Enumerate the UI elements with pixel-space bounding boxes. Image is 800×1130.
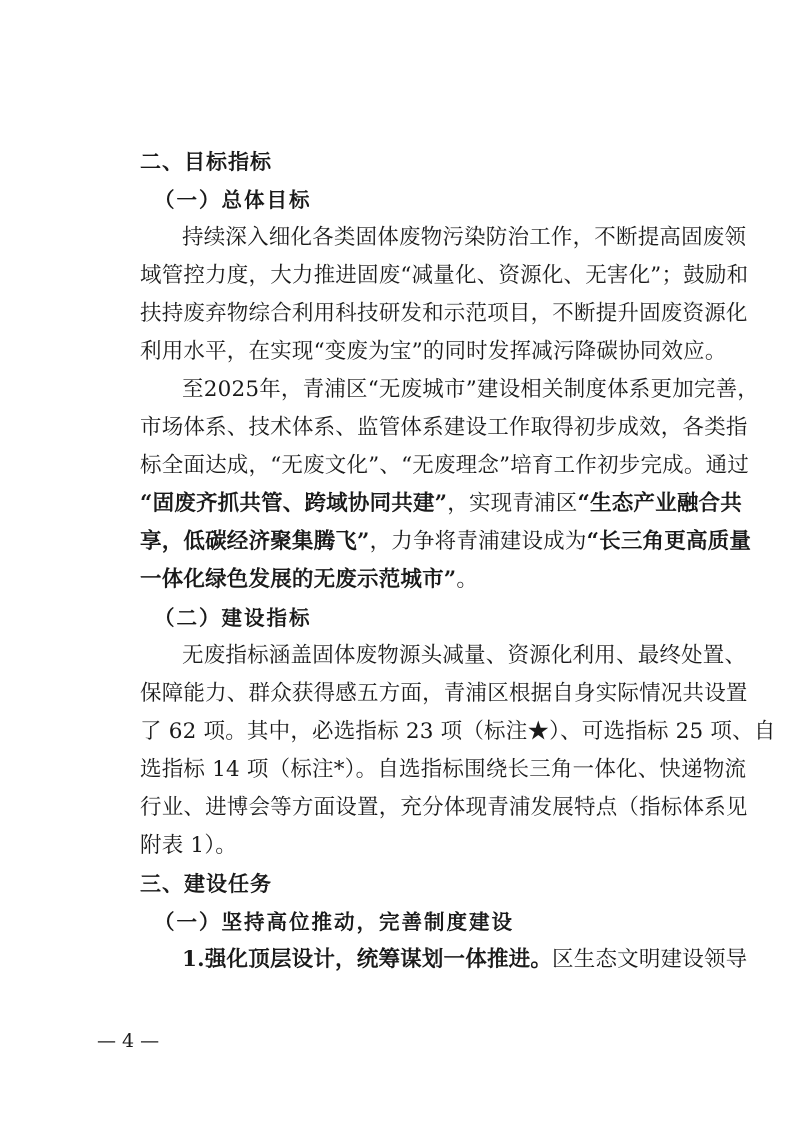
text: 扶持废弃物综合利用科技研发和示范项目，不断提升固废资源化 — [140, 301, 748, 326]
paragraph-line — [140, 637, 747, 675]
subsection-heading-institution: （一）坚持高位推动，完善制度建设 — [154, 910, 514, 934]
text: ，实现青浦区 — [447, 491, 578, 516]
text: 。 — [456, 567, 479, 592]
section-heading-targets: 二、目标指标 — [140, 150, 272, 174]
text: 附表 1）。 — [140, 833, 237, 858]
paragraph-line — [140, 941, 748, 979]
paragraph-line — [140, 295, 748, 333]
text: 利用水平，在实现“变废为宝”的同时发挥减污降碳协同效应。 — [140, 339, 727, 364]
text: 标全面达成，“无废文化”、“无废理念”培育工作初步完成。通过 — [140, 453, 749, 478]
bold-text: 一体化绿色发展的无废示范城市” — [140, 567, 457, 592]
paragraph-line — [140, 409, 748, 447]
paragraph-line — [140, 713, 776, 751]
paragraph-line — [140, 447, 749, 485]
bold-text: “长三角更高质量 — [586, 529, 752, 554]
paragraph-line — [140, 561, 702, 599]
paragraph-line — [140, 219, 747, 257]
subsection-heading-overall: （一）总体目标 — [154, 188, 312, 212]
text: 市场体系、技术体系、监管体系建设工作取得初步成效，各类指 — [140, 415, 748, 440]
paragraph-line — [140, 751, 747, 789]
bold-text: “固废齐抓共管、跨域协同共建” — [140, 491, 448, 516]
text: 域管控力度，大力推进固废“减量化、资源化、无害化”；鼓励和 — [140, 263, 749, 288]
bold-text: “生态产业融合共 — [577, 491, 742, 516]
paragraph-line — [140, 675, 748, 713]
paragraph-line — [140, 523, 752, 561]
section-heading-tasks: 三、建设任务 — [140, 872, 272, 896]
text: ，力争将青浦建设成为 — [369, 529, 587, 554]
text: 区生态文明建设领导 — [552, 947, 748, 972]
paragraph-line — [140, 827, 702, 865]
text: 行业、进博会等方面设置，充分体现青浦发展特点（指标体系见 — [140, 795, 748, 820]
paragraph-line — [140, 485, 742, 523]
paragraph-line — [140, 257, 749, 295]
paragraph-line — [140, 333, 727, 371]
paragraph-line — [140, 371, 760, 409]
bold-text: 享，低碳经济聚集腾飞” — [140, 529, 370, 554]
text: 至2025年，青浦区“无废城市”建设相关制度体系更加完善， — [182, 377, 760, 402]
text: 保障能力、群众获得感五方面，青浦区根据自身实际情况共设置 — [140, 681, 748, 706]
bold-text: 1.强化顶层设计，统筹谋划一体推进。 — [182, 947, 553, 972]
text: 了 62 项。其中，必选指标 23 项（标注★）、可选指标 25 项、自 — [140, 719, 776, 744]
text: 无废指标涵盖固体废物源头减量、资源化利用、最终处置、 — [182, 643, 747, 668]
subsection-heading-indicators: （二）建设指标 — [154, 606, 312, 630]
page-number: — 4 — — [97, 1030, 160, 1052]
paragraph-line — [140, 789, 748, 827]
document-body — [140, 143, 776, 979]
text: 选指标 14 项（标注*）。自选指标围绕长三角一体化、快递物流 — [140, 757, 747, 782]
text: 持续深入细化各类固体废物污染防治工作，不断提高固废领 — [182, 225, 747, 250]
